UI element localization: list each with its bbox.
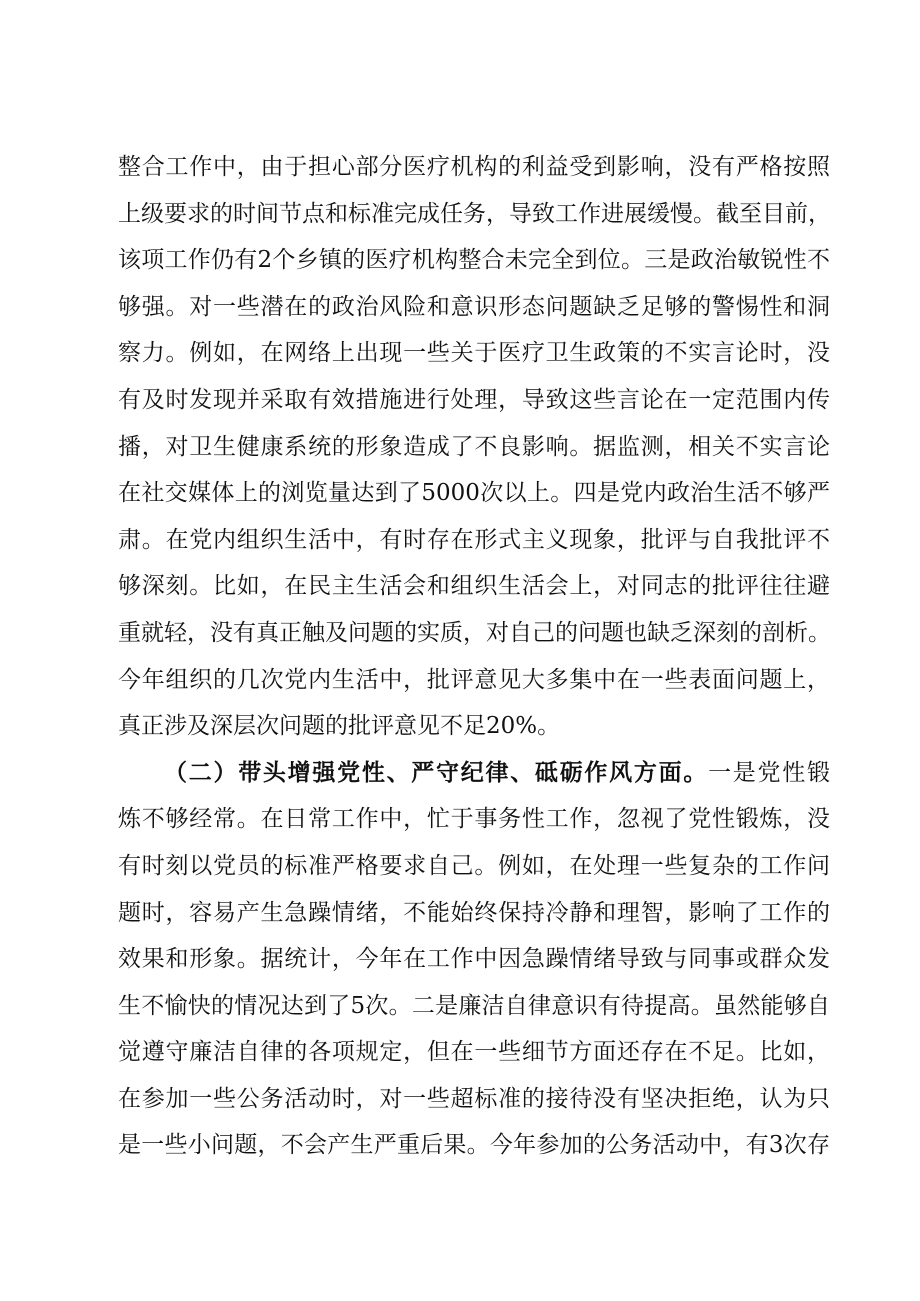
paragraph-1-line-13: 真正涉及深层次问题的批评意见不足20%。 xyxy=(118,713,561,740)
paragraph-2-line-8: 在参加一些公务活动时，对一些超标准的接待没有坚决拒绝，认为只 xyxy=(118,1085,830,1112)
paragraph-1 xyxy=(118,144,830,750)
paragraph-1-line-12: 今年组织的几次党内生活中，批评意见大多集中在一些表面问题上， xyxy=(118,666,830,693)
paragraph-1-line-7: 播，对卫生健康系统的形象造成了不良影响。据监测，相关不实言论 xyxy=(118,433,830,460)
section-heading: （二）带头增强党性、严守纪律、砥砺作风方面。 xyxy=(164,758,709,786)
paragraph-2-line-6: 生不愉快的情况达到了5次。二是廉洁自律意识有待提高。虽然能够自 xyxy=(118,992,830,1019)
paragraph-2-line-7: 觉遵守廉洁自律的各项规定，但在一些细节方面还存在不足。比如， xyxy=(118,1039,830,1066)
paragraph-1-line-3: 该项工作仍有2个乡镇的医疗机构整合未完全到位。三是政治敏锐性不 xyxy=(118,247,830,274)
paragraph-1-line-5: 察力。例如，在网络上出现一些关于医疗卫生政策的不实言论时，没 xyxy=(118,340,830,367)
paragraph-1-line-1: 整合工作中，由于担心部分医疗机构的利益受到影响，没有严格按照 xyxy=(118,154,830,180)
paragraph-1-line-9: 肃。在党内组织生活中，有时存在形式主义现象，批评与自我批评不 xyxy=(118,526,830,553)
paragraph-2 xyxy=(118,750,830,1169)
paragraph-2-line-1 xyxy=(118,750,830,797)
paragraph-2-line-5: 效果和形象。据统计，今年在工作中因急躁情绪导致与同事或群众发 xyxy=(118,946,830,973)
paragraph-1-line-10: 够深刻。比如，在民主生活会和组织生活会上，对同志的批评往往避 xyxy=(118,573,830,600)
paragraph-2-line-9: 是一些小问题，不会产生严重后果。今年参加的公务活动中，有3次存 xyxy=(118,1132,830,1159)
paragraph-1-line-2: 上级要求的时间节点和标准完成任务，导致工作进展缓慢。截至目前， xyxy=(118,200,831,227)
paragraph-1-line-8: 在社交媒体上的浏览量达到了5000次以上。四是党内政治生活不够严 xyxy=(118,480,830,507)
paragraph-2-line-2: 炼不够经常。在日常工作中，忙于事务性工作，忽视了党性锻炼，没 xyxy=(118,806,830,833)
paragraph-2-line-3: 有时刻以党员的标准严格要求自己。例如，在处理一些复杂的工作问 xyxy=(118,852,830,879)
paragraph-2-line-1-rest: 一是党性锻 xyxy=(708,759,831,786)
paragraph-1-line-6: 有及时发现并采取有效措施进行处理，导致这些言论在一定范围内传 xyxy=(118,386,830,413)
paragraph-1-line-11: 重就轻，没有真正触及问题的实质，对自己的问题也缺乏深刻的剖析。 xyxy=(118,619,831,646)
paragraph-2-line-4: 题时，容易产生急躁情绪，不能始终保持冷静和理智，影响了工作的 xyxy=(118,899,830,926)
paragraph-1-line-4: 够强。对一些潜在的政治风险和意识形态问题缺乏足够的警惕性和洞 xyxy=(118,293,830,320)
document-body xyxy=(118,144,830,1169)
